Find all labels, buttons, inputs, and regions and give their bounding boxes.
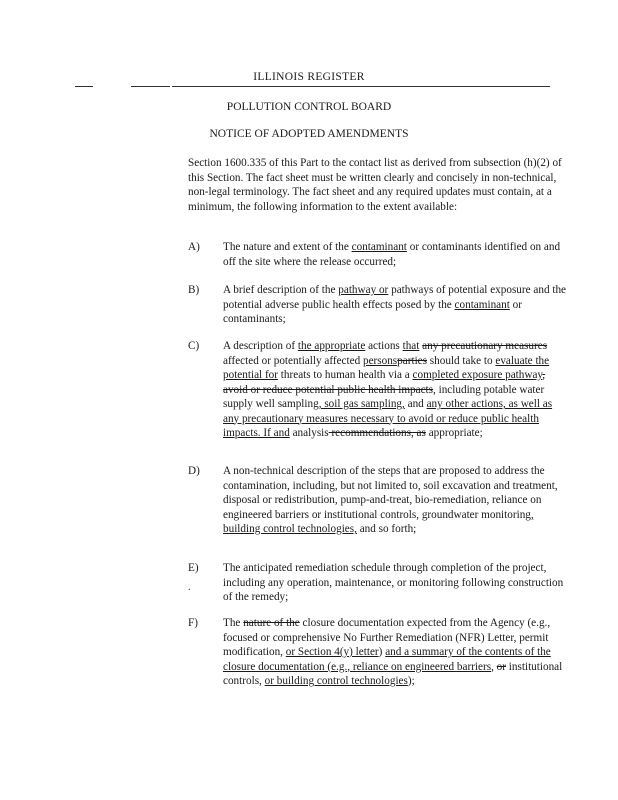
inserted-text: completed exposure pathway (412, 369, 543, 381)
header-rule-left (75, 86, 93, 87)
item-label: B) (188, 284, 200, 296)
text-run: institutional controls, (223, 660, 563, 687)
text-run: A brief description of the (223, 284, 339, 296)
item-label: C) (188, 340, 200, 352)
item-text (223, 240, 568, 269)
inserted-text: contaminant (454, 298, 510, 311)
inserted-text: pathway or (338, 284, 389, 296)
text-run: The nature and extent of the (223, 241, 352, 253)
inserted-text: the appropriate (297, 340, 366, 352)
text-run: analysis (289, 427, 329, 439)
item-label: F) (188, 617, 198, 629)
item-text (223, 561, 568, 605)
text-run: closure documentation expected from the Agency (e.g., focused or comprehensive No Further Remediation (NFR) Letter, permit modification, (223, 617, 551, 658)
deleted-text: any precautionary measures (422, 340, 548, 352)
text-run: or contaminants identified on and off the site where the release occurred; (223, 241, 561, 268)
text-run: pathways of potential exposure and the potential adverse public health effects posed by the (223, 284, 567, 311)
text-run: and so forth; (356, 523, 417, 535)
item-label: D) (188, 465, 200, 477)
text-run: A description of (223, 340, 298, 352)
intro-paragraph: Section 1600.335 of this Part to the contact list as derived from subsection (h)(2) of this Section. The fact sheet must be written clearly and concisely in non-technical, non-legal terminology. The fact sheet and any required updates must contain, at a minimum, the following information to the extent available: (188, 157, 562, 213)
item-label: E) (188, 562, 199, 574)
text-run: affected or potentially affected (223, 354, 363, 367)
inserted-text: , building control technologies, (223, 508, 534, 535)
register-title: ILLINOIS REGISTER (253, 71, 365, 83)
text-run: , including potable water supply well sampling (223, 383, 545, 410)
inserted-text: persons (362, 354, 398, 367)
text-run: or contaminants; (223, 298, 522, 325)
inserted-text: that (402, 340, 420, 352)
text-run: The anticipated remediation schedule through completion of the project, including any operation, maintenance (223, 562, 547, 589)
inserted-text: , soil gas sampling, (318, 398, 405, 410)
text-run: should take to (427, 354, 496, 367)
item-text (223, 464, 568, 537)
board-title: POLLUTION CONTROL BOARD (226, 101, 392, 113)
inserted-text: evaluate the potential for (223, 354, 550, 381)
text-run: appropriate; (425, 427, 483, 439)
deleted-text: parties (397, 354, 427, 367)
header-rule-mid (131, 86, 170, 87)
deleted-text: , avoid or reduce potential public health impacts (223, 369, 546, 396)
deleted-text: recommendations, as (328, 427, 426, 439)
text-run: or monitoring following construction of the remedy; (223, 576, 564, 603)
text-run: threats to human health via a (278, 369, 413, 381)
inserted-text: or Section 4(y) letter (285, 646, 379, 658)
item-text (223, 616, 568, 689)
text-run: ) (378, 646, 386, 658)
item-label: A) (188, 241, 200, 253)
item-text (223, 283, 568, 327)
header-rule-main (172, 86, 550, 87)
deleted-text: or (496, 660, 506, 673)
text-run: A non-technical description of the steps that are proposed to address the contamination, including, but not limited to, soil excavation and treatment, disposal or redistribution, pump-and-treat, bio-remediation, reliance on engineered barriers or institutional controls, groundwater monitoring (223, 465, 558, 521)
text-run: and (404, 398, 427, 410)
text-run: The (223, 617, 244, 629)
inserted-text: , (391, 576, 395, 589)
inserted-text: contaminant (351, 241, 407, 253)
inserted-text: and a summary of the contents of the closure documentation (e.g., reliance on engineered barriers, (223, 646, 551, 673)
item-text (223, 339, 568, 441)
notice-title: NOTICE OF ADOPTED AMENDMENTS (209, 128, 409, 140)
deleted-text: nature of the (243, 617, 300, 629)
text-run: ); (407, 675, 415, 687)
inserted-text: any other actions, as well as any precautionary measures necessary to avoid or reduce public health impacts. If and (223, 398, 553, 439)
inserted-text: or building control technologies (264, 675, 408, 687)
text-run: actions (365, 340, 403, 352)
stray-mark: . (188, 582, 191, 593)
